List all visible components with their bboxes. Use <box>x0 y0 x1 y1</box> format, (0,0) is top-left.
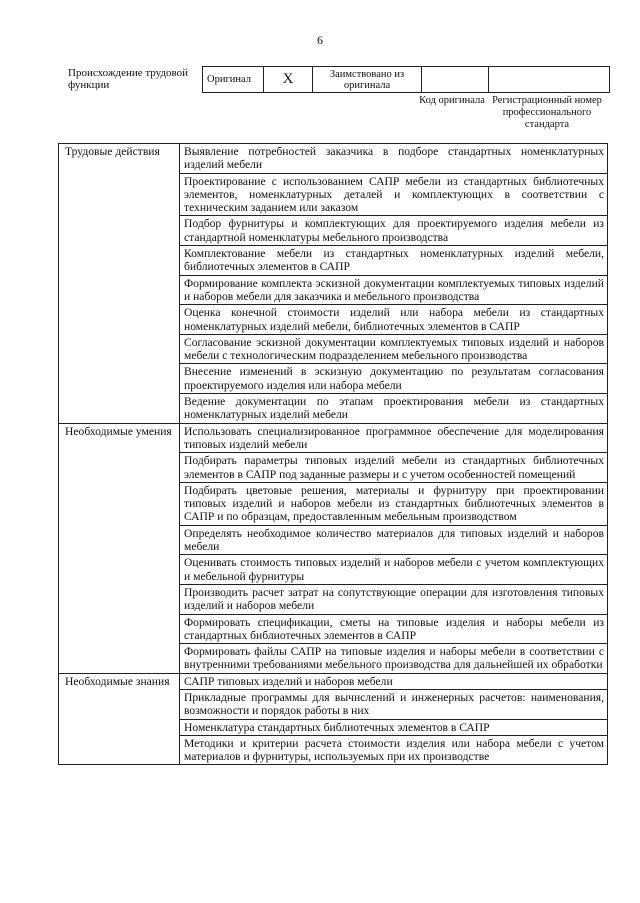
table-row <box>59 673 608 689</box>
section-item: Комплектование мебели из стандартных номенклатурных изделий мебели, библиотечных элементов в САПР <box>180 246 608 276</box>
section-item: Методики и критерии расчета стоимости изделия или набора мебели с учетом материалов и фурнитуры, используемых при их производстве <box>180 735 608 765</box>
section-item: САПР типовых изделий и наборов мебели <box>180 673 608 689</box>
original-label: Оригинал <box>203 67 264 93</box>
section-item: Подбор фурнитуры и комплектующих для проектируемого изделия мебели из стандартной номенклатуры мебельного производства <box>180 216 608 246</box>
section-item: Использовать специализированное программное обеспечение для моделирования типовых изделий мебели <box>180 423 608 453</box>
section-title: Необходимые умения <box>59 423 180 673</box>
section-item: Выявление потребностей заказчика в подборе стандартных номенклатурных изделий мебели <box>180 144 608 174</box>
section-item: Формировать файлы САПР на типовые изделия и наборы мебели в соответствии с внутренними требованиями мебельного производства для дальнейшей их обработки <box>180 644 608 674</box>
page-number: 6 <box>317 33 323 47</box>
code-caption: Код оригинала <box>419 95 485 106</box>
section-item: Оценка конечной стоимости изделий или набора мебели из стандартных номенклатурных изделий мебели, библиотечных элементов в САПР <box>180 305 608 335</box>
section-title: Необходимые знания <box>59 673 180 765</box>
borrowed-label: Заимствовано из оригинала <box>313 67 422 93</box>
section-item: Формирование комплекта эскизной документации комплектуемых типовых изделий и наборов мебели для заказчика и мебельного производства <box>180 275 608 305</box>
section-item: Ведение документации по этапам проектирования мебели из стандартных номенклатурных изделий мебели <box>180 394 608 424</box>
original-mark: X <box>264 67 313 93</box>
section-item: Производить расчет затрат на сопутствующие операции для изготовления типовых изделий и наборов мебели <box>180 584 608 614</box>
table-row <box>59 144 608 174</box>
origin-label: Происхождение трудовой функции <box>68 67 189 91</box>
section-item: Формировать спецификации, сметы на типовые изделия и наборы мебели из стандартных библиотечных элементов в САПР <box>180 614 608 644</box>
reg-number-cell <box>489 67 610 93</box>
labor-function-table <box>58 143 608 765</box>
section-item: Оценивать стоимость типовых изделий и наборов мебели с учетом комплектующих и мебельной фурнитуры <box>180 555 608 585</box>
reg-number-caption: Регистрационный номер профессионального стандарта <box>492 95 602 130</box>
origin-table <box>202 66 610 93</box>
section-item: Согласование эскизной документации комплектуемых типовых изделий и наборов мебели с технологическим подразделением мебельного производства <box>180 334 608 364</box>
section-item: Подбирать цветовые решения, материалы и фурнитуру при проектировании типовых изделий и наборов мебели из стандартных библиотечных элементов в САПР и по образцам, предоставленным мебельным производством <box>180 482 608 525</box>
table-row <box>59 423 608 453</box>
section-item: Определять необходимое количество материалов для типовых изделий и наборов мебели <box>180 525 608 555</box>
section-item: Прикладные программы для вычислений и инженерных расчетов: наименования, возможности и порядок работы в них <box>180 689 608 719</box>
section-item: Подбирать параметры типовых изделий мебели из стандартных библиотечных элементов в САПР под заданные размеры и с учетом особенностей помещений <box>180 453 608 483</box>
section-title: Трудовые действия <box>59 144 180 424</box>
section-item: Номенклатура стандартных библиотечных элементов в САПР <box>180 719 608 735</box>
section-item: Внесение изменений в эскизную документацию по результатам согласования проектируемого изделия или набора мебели <box>180 364 608 394</box>
section-item: Проектирование с использованием САПР мебели из стандартных библиотечных элементов, номенклатурных деталей и комплектующих в соответствии с техническим заданием или заказом <box>180 173 608 216</box>
code-original-cell <box>422 67 489 93</box>
